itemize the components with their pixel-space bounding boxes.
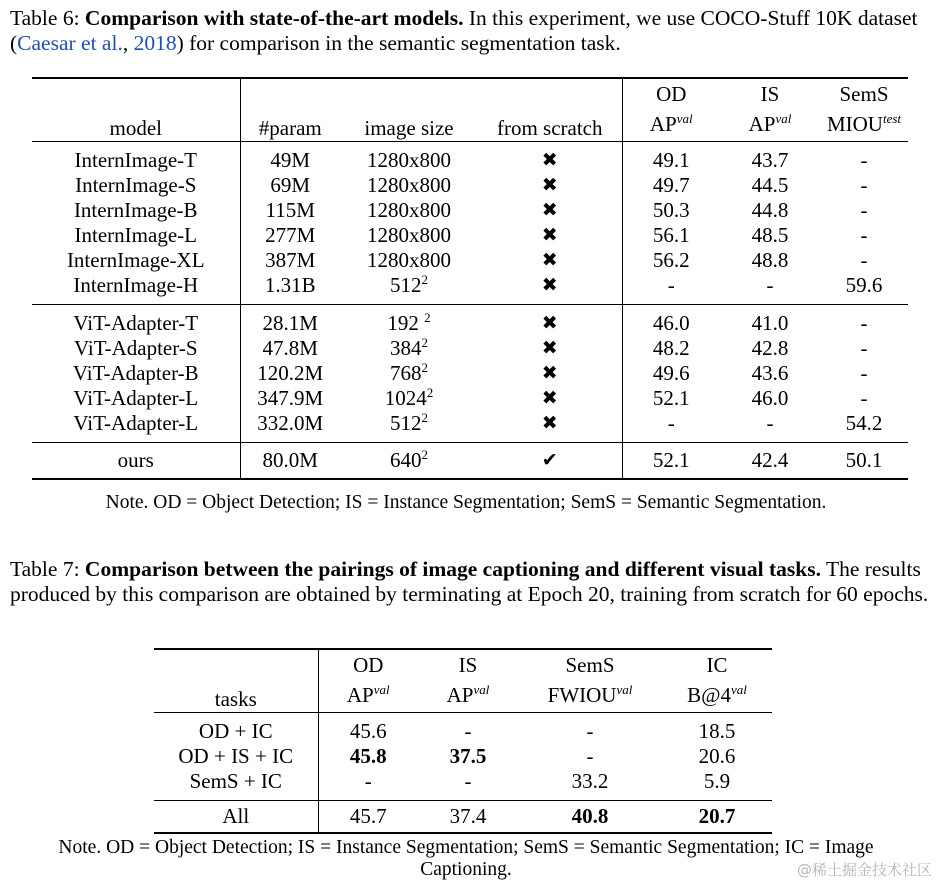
cell-od: 49.7 — [622, 173, 720, 198]
header-param: #param — [240, 78, 340, 141]
cell-model: InternImage-T — [74, 147, 197, 172]
cell-param: 120.2M — [240, 361, 340, 386]
cell-param: 115M — [240, 198, 340, 223]
cell-is: 41.0 — [751, 310, 789, 335]
table7-note — [0, 837, 932, 881]
cell-image-size: $640^2$ — [390, 446, 428, 472]
table7-caption-label: Table 7: — [10, 557, 80, 581]
table-row — [32, 141, 908, 173]
cell-param: 47.8M — [240, 336, 340, 361]
cross-icon: ✖ — [541, 149, 558, 171]
header-sems-top: SemS — [839, 81, 889, 106]
cell-sems: - — [860, 172, 868, 197]
table6-caption-label: Table 6: — [10, 6, 80, 30]
cell-is: 48.8 — [751, 247, 789, 272]
cell-image-size: $512^2$ — [390, 409, 428, 435]
table-row — [32, 248, 908, 273]
cross-icon: ✖ — [541, 174, 558, 196]
cell-task: SemS + IC — [189, 768, 282, 793]
header-ic-top: IC — [706, 652, 728, 677]
cell-sems: 59.6 — [845, 272, 883, 297]
cross-icon: ✖ — [541, 362, 558, 384]
cell-is: - — [766, 410, 774, 435]
cell-is: 46.0 — [751, 385, 789, 410]
cell-param: 387M — [240, 248, 340, 273]
cell-is: - — [464, 718, 472, 743]
cell-is: 43.6 — [751, 360, 789, 385]
cell-model: InternImage-S — [75, 172, 197, 197]
cell-ic: 5.9 — [703, 768, 731, 793]
cell-sems: 40.8 — [571, 803, 609, 828]
table6-caption — [10, 6, 930, 55]
table6-caption-title: Comparison with state-of-the-art models. — [84, 6, 464, 30]
cell-is: 37.5 — [449, 743, 487, 768]
cell-od: 46.0 — [622, 304, 720, 336]
cell-is: 44.5 — [751, 172, 789, 197]
cell-is: - — [464, 768, 472, 793]
cell-is: 42.4 — [751, 447, 789, 472]
cell-sems: - — [860, 335, 868, 360]
check-icon: ✔ — [541, 449, 558, 472]
cell-is: 48.5 — [751, 222, 789, 247]
table6 — [32, 77, 908, 480]
table-row — [32, 304, 908, 336]
table-row — [32, 411, 908, 443]
table7-header-row-top — [154, 649, 772, 680]
table7-note-line2: Captioning. — [420, 859, 512, 880]
cross-icon: ✖ — [541, 337, 558, 359]
cell-image-size: $512^2$ — [390, 271, 428, 297]
cell-model: ViT-Adapter-T — [73, 310, 199, 335]
cell-sems: - — [860, 360, 868, 385]
table-row — [32, 223, 908, 248]
cell-image-size: 192 $^2$ — [387, 309, 431, 335]
cell-od: 48.2 — [622, 336, 720, 361]
table6-caption-text-b: ) for comparison in the semantic segmentation task. — [176, 30, 621, 55]
header-from-scratch: from scratch — [496, 115, 603, 140]
header-sems-miou: $MIOU^{test}$ — [826, 111, 902, 137]
header-od-ap: $AP^{val}$ — [622, 109, 720, 141]
cell-od: 45.7 — [318, 800, 418, 833]
header-is-top: IS — [458, 652, 478, 677]
cell-od: 56.2 — [622, 248, 720, 273]
cross-icon: ✖ — [541, 274, 558, 296]
table7 — [154, 648, 772, 834]
cell-model: ViT-Adapter-L — [73, 385, 199, 410]
table6-header-row-top — [32, 78, 908, 109]
cell-image-size: 1024$^2$ — [384, 384, 434, 410]
cross-icon: ✖ — [541, 224, 558, 246]
cell-sems: - — [586, 743, 594, 768]
cell-task: OD + IC — [198, 718, 273, 743]
cell-sems: - — [860, 147, 868, 172]
cell-od: - — [318, 769, 418, 801]
table-row-all — [154, 800, 772, 833]
cell-is: - — [766, 272, 774, 297]
cell-image-size: 1280x800 — [367, 247, 451, 272]
cross-icon: ✖ — [541, 387, 558, 409]
cell-param: 49M — [240, 141, 340, 173]
table7-caption-text: The results produced by this comparison are obtained by terminating at Epoch 20, training from scratch for 60 epochs. — [10, 557, 929, 606]
cell-ic: 20.6 — [698, 743, 736, 768]
cell-image-size: 1280x800 — [367, 222, 451, 247]
table-row — [154, 712, 772, 744]
cell-param: 28.1M — [240, 304, 340, 336]
table-row-ours — [32, 442, 908, 479]
cell-param: 80.0M — [240, 442, 340, 479]
cell-param: 1.31B — [240, 273, 340, 305]
table7-note-line1: Note. OD = Object Detection; IS = Instance Segmentation; SemS = Semantic Segmentation; IC = Image — [58, 837, 874, 858]
table-row — [32, 386, 908, 411]
cell-od: 45.6 — [318, 712, 418, 744]
cross-icon: ✖ — [541, 412, 558, 434]
header-od-top: OD — [318, 649, 418, 680]
cell-image-size: 1280x800 — [367, 197, 451, 222]
cell-od: 52.1 — [622, 442, 720, 479]
cell-image-size: $384^2$ — [390, 334, 428, 360]
table7-caption — [10, 557, 930, 606]
table6-note: Note. OD = Object Detection; IS = Instance Segmentation; SemS = Semantic Segmentation. — [105, 492, 827, 513]
header-tasks: tasks — [214, 686, 257, 711]
watermark: @稀土掘金技术社区 — [796, 861, 932, 879]
citation-year-link[interactable]: 2018 — [133, 30, 177, 55]
cell-od: 52.1 — [622, 386, 720, 411]
cell-model: ViT-Adapter-B — [72, 360, 199, 385]
cell-param: 69M — [240, 173, 340, 198]
cell-sems: 54.2 — [845, 410, 883, 435]
cell-model: ViT-Adapter-S — [73, 335, 198, 360]
cell-model: InternImage-H — [73, 272, 199, 297]
citation-author-link[interactable]: Caesar et al. — [17, 30, 123, 55]
table-row — [32, 198, 908, 223]
cell-param: 347.9M — [240, 386, 340, 411]
cross-icon: ✖ — [541, 249, 558, 271]
cell-is: 44.8 — [751, 197, 789, 222]
table7-body — [154, 712, 772, 833]
cell-od: 56.1 — [622, 223, 720, 248]
header-od-ap: $AP^{val}$ — [318, 680, 418, 712]
cell-sems: - — [860, 222, 868, 247]
header-sems-top: SemS — [565, 652, 615, 677]
cell-sems: - — [860, 385, 868, 410]
header-sems-fwiou: $FWIOU^{val}$ — [547, 682, 633, 708]
cell-sems: 50.1 — [845, 447, 883, 472]
cell-is: 42.8 — [751, 335, 789, 360]
cross-icon: ✖ — [541, 199, 558, 221]
table-row — [32, 173, 908, 198]
cell-ic: 18.5 — [698, 718, 736, 743]
cross-icon: ✖ — [541, 312, 558, 334]
header-od-top: OD — [622, 78, 720, 109]
cell-task: OD + IS + IC — [178, 743, 294, 768]
cell-image-size: 1280x800 — [367, 147, 451, 172]
cell-param: 277M — [240, 223, 340, 248]
citation-separator: , — [122, 30, 134, 55]
cell-ic: 20.7 — [698, 803, 736, 828]
header-is-ap: $AP^{val}$ — [748, 111, 792, 137]
header-ic-b4: $B@4^{val}$ — [687, 682, 747, 708]
table-row — [32, 273, 908, 305]
table6-caption-text-a: In this experiment, we use COCO-Stuff 10K dataset ( — [10, 6, 918, 55]
cell-od: - — [622, 273, 720, 305]
table-row — [154, 744, 772, 769]
cell-sems: - — [860, 197, 868, 222]
cell-task: All — [222, 803, 250, 828]
header-is-ap: $AP^{val}$ — [446, 682, 490, 708]
table-row — [32, 361, 908, 386]
cell-is: 43.7 — [751, 147, 789, 172]
cell-image-size: 1280x800 — [367, 172, 451, 197]
cell-sems: - — [860, 310, 868, 335]
cell-od: 45.8 — [318, 744, 418, 769]
cell-od: 49.6 — [622, 361, 720, 386]
cell-image-size: $768^2$ — [390, 359, 428, 385]
cell-model: InternImage-L — [74, 222, 197, 247]
table-row — [32, 336, 908, 361]
cell-od: 50.3 — [622, 198, 720, 223]
cell-is: 37.4 — [449, 803, 487, 828]
cell-model: InternImage-XL — [66, 247, 205, 272]
table7-caption-title: Comparison between the pairings of image captioning and different visual tasks. — [84, 557, 821, 581]
cell-param: 332.0M — [240, 411, 340, 443]
header-image-size: image size — [364, 115, 454, 140]
cell-model: InternImage-B — [73, 197, 198, 222]
cell-od: 49.1 — [622, 141, 720, 173]
header-model: model — [109, 115, 162, 140]
cell-sems: 33.2 — [571, 768, 609, 793]
cell-model: ours — [117, 447, 154, 472]
cell-model: ViT-Adapter-L — [73, 410, 199, 435]
table6-body — [32, 141, 908, 479]
cell-sems: - — [586, 718, 594, 743]
header-is-top: IS — [760, 81, 780, 106]
table-row — [154, 769, 772, 801]
cell-od: - — [622, 411, 720, 443]
cell-sems: - — [860, 247, 868, 272]
